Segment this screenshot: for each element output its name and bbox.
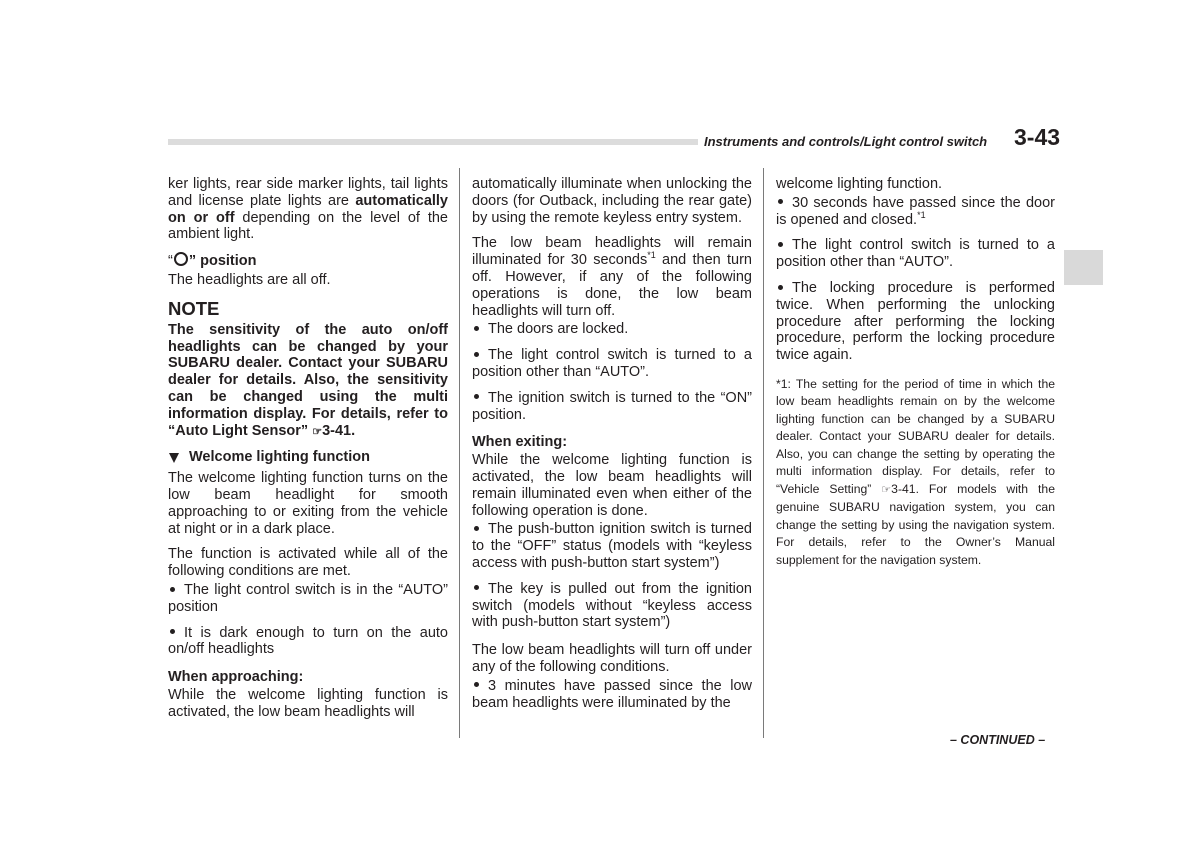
chapter-tab — [1064, 250, 1103, 285]
page-reference-icon: ☞ — [312, 425, 323, 438]
text: The key is pulled out from the ignition switch (models without “keyless access with push-button start system”) — [472, 580, 752, 631]
list-item — [168, 582, 448, 616]
bullet-icon — [778, 285, 783, 290]
column-3 — [776, 176, 1055, 578]
bold-text: ” position — [188, 253, 257, 270]
text: depending on the level of the ambient light. — [168, 209, 448, 243]
paragraph: The headlights are all off. — [168, 271, 331, 288]
bullet-icon — [474, 394, 479, 399]
section-heading — [168, 449, 448, 466]
text: The light control switch is turned to a position other than “AUTO”. — [472, 347, 752, 380]
bullet-icon — [474, 585, 479, 590]
header-rule — [168, 139, 698, 145]
list-item — [776, 280, 1055, 364]
footnote — [776, 376, 1055, 570]
list-item — [472, 678, 752, 712]
list-item — [776, 237, 1055, 271]
bullet-icon — [474, 326, 479, 331]
note-body — [168, 322, 448, 441]
text: and then turn off. However, if any of the following operations is done, the low beam headlights will turn off. — [472, 252, 752, 319]
text: The doors are locked. — [488, 321, 629, 338]
note-title: NOTE — [168, 297, 220, 319]
off-position-heading — [168, 252, 448, 270]
triangle-bullet-icon — [169, 453, 179, 463]
paragraph: The function is activated while all of the following conditions are met. — [168, 546, 448, 580]
continued-label: – CONTINUED – — [950, 733, 1046, 747]
column-divider — [459, 168, 460, 738]
page-number: 3-43 — [1014, 124, 1061, 150]
list-item — [472, 321, 752, 338]
paragraph — [168, 176, 448, 243]
text: 3 minutes have passed since the low beam headlights were illuminated by the — [472, 677, 752, 711]
heading-text: Welcome lighting function — [189, 449, 370, 466]
list-item — [472, 521, 752, 571]
bullet-icon — [474, 352, 479, 357]
text: *1: The setting for the period of time in which the low beam headlights remain on by the welcome lighting function can be changed by a SUBARU dealer. Contact your SUBARU dealer for details. Also, you can change the setting by operating the multi information display. For details, refer to “Vehicle Setting” — [776, 376, 1055, 496]
column-divider — [763, 168, 764, 738]
footnote-mark: *1 — [647, 250, 656, 261]
subheading: When approaching: — [168, 669, 304, 686]
text: ker lights, rear side marker lights, tail lights and license plate lights are — [168, 176, 448, 209]
page-reference-icon: ☞ — [881, 483, 892, 496]
text: 3-41. For models with the genuine SUBARU navigation system, you can change the setting by using the navigation system. For details, refer to the Owner’s Manual supplement for the navigation system. — [776, 481, 1055, 567]
paragraph — [472, 235, 752, 319]
bullet-icon — [778, 242, 783, 247]
section-title: Instruments and controls/Light control switch — [704, 134, 988, 149]
text: The light control switch is in the “AUTO” position — [168, 581, 448, 615]
text: The sensitivity of the auto on/off headlights can be changed by your SUBARU dealer. Contact your SUBARU dealer for details. Also, the sensitivity can be changed using the multi information display. For details, refer to “Auto Light Sensor” — [168, 321, 448, 439]
column-2 — [472, 176, 752, 720]
text: It is dark enough to turn on the auto on/off headlights — [168, 624, 448, 658]
paragraph: While the welcome lighting function is activated, the low beam headlights will — [168, 686, 448, 720]
bullet-icon — [778, 199, 783, 204]
list-item — [472, 390, 752, 424]
text: The light control switch is turned to a position other than “AUTO”. — [776, 237, 1055, 271]
paragraph: The welcome lighting function turns on the low beam headlight for smooth approaching to or exiting from the vehicle at night or in a dark place. — [168, 470, 448, 537]
text: 30 seconds have passed since the door is opened and closed. — [776, 194, 1055, 228]
list-item — [472, 347, 752, 381]
bold-text: automatically on or off — [168, 192, 448, 226]
list-item — [472, 581, 752, 631]
bullet-icon — [474, 526, 479, 531]
column-1 — [168, 176, 448, 730]
light-off-icon — [174, 252, 188, 266]
text: The ignition switch is turned to the “ON” position. — [472, 389, 752, 423]
paragraph: automatically illuminate when unlocking the doors (for Outback, including the rear gate) by using the remote keyless entry system. — [472, 176, 752, 226]
list-item — [168, 625, 448, 659]
text: The locking procedure is performed twice. When performing the unlocking procedure after performing the locking procedure, perform the locking procedure twice again. — [776, 279, 1055, 364]
list-item — [776, 195, 1055, 229]
bullet-icon — [474, 682, 479, 687]
footnote-mark: *1 — [917, 209, 926, 220]
text: The push-button ignition switch is turned to the “OFF” status (models with “keyless access with push-button start system”) — [472, 521, 752, 571]
quote: “ — [168, 253, 173, 270]
subheading: When exiting: — [472, 434, 568, 451]
bullet-icon — [170, 629, 175, 634]
page-reference: 3-41. — [322, 422, 356, 439]
text: The low beam headlights will remain illuminated for 30 seconds — [472, 235, 752, 269]
paragraph: The low beam headlights will turn off under any of the following conditions. — [472, 642, 752, 675]
paragraph: welcome lighting function. — [776, 176, 943, 192]
bullet-icon — [170, 587, 175, 592]
paragraph: While the welcome lighting function is activated, the low beam headlights will remain illuminated even when either of the following operation is done. — [472, 452, 752, 519]
